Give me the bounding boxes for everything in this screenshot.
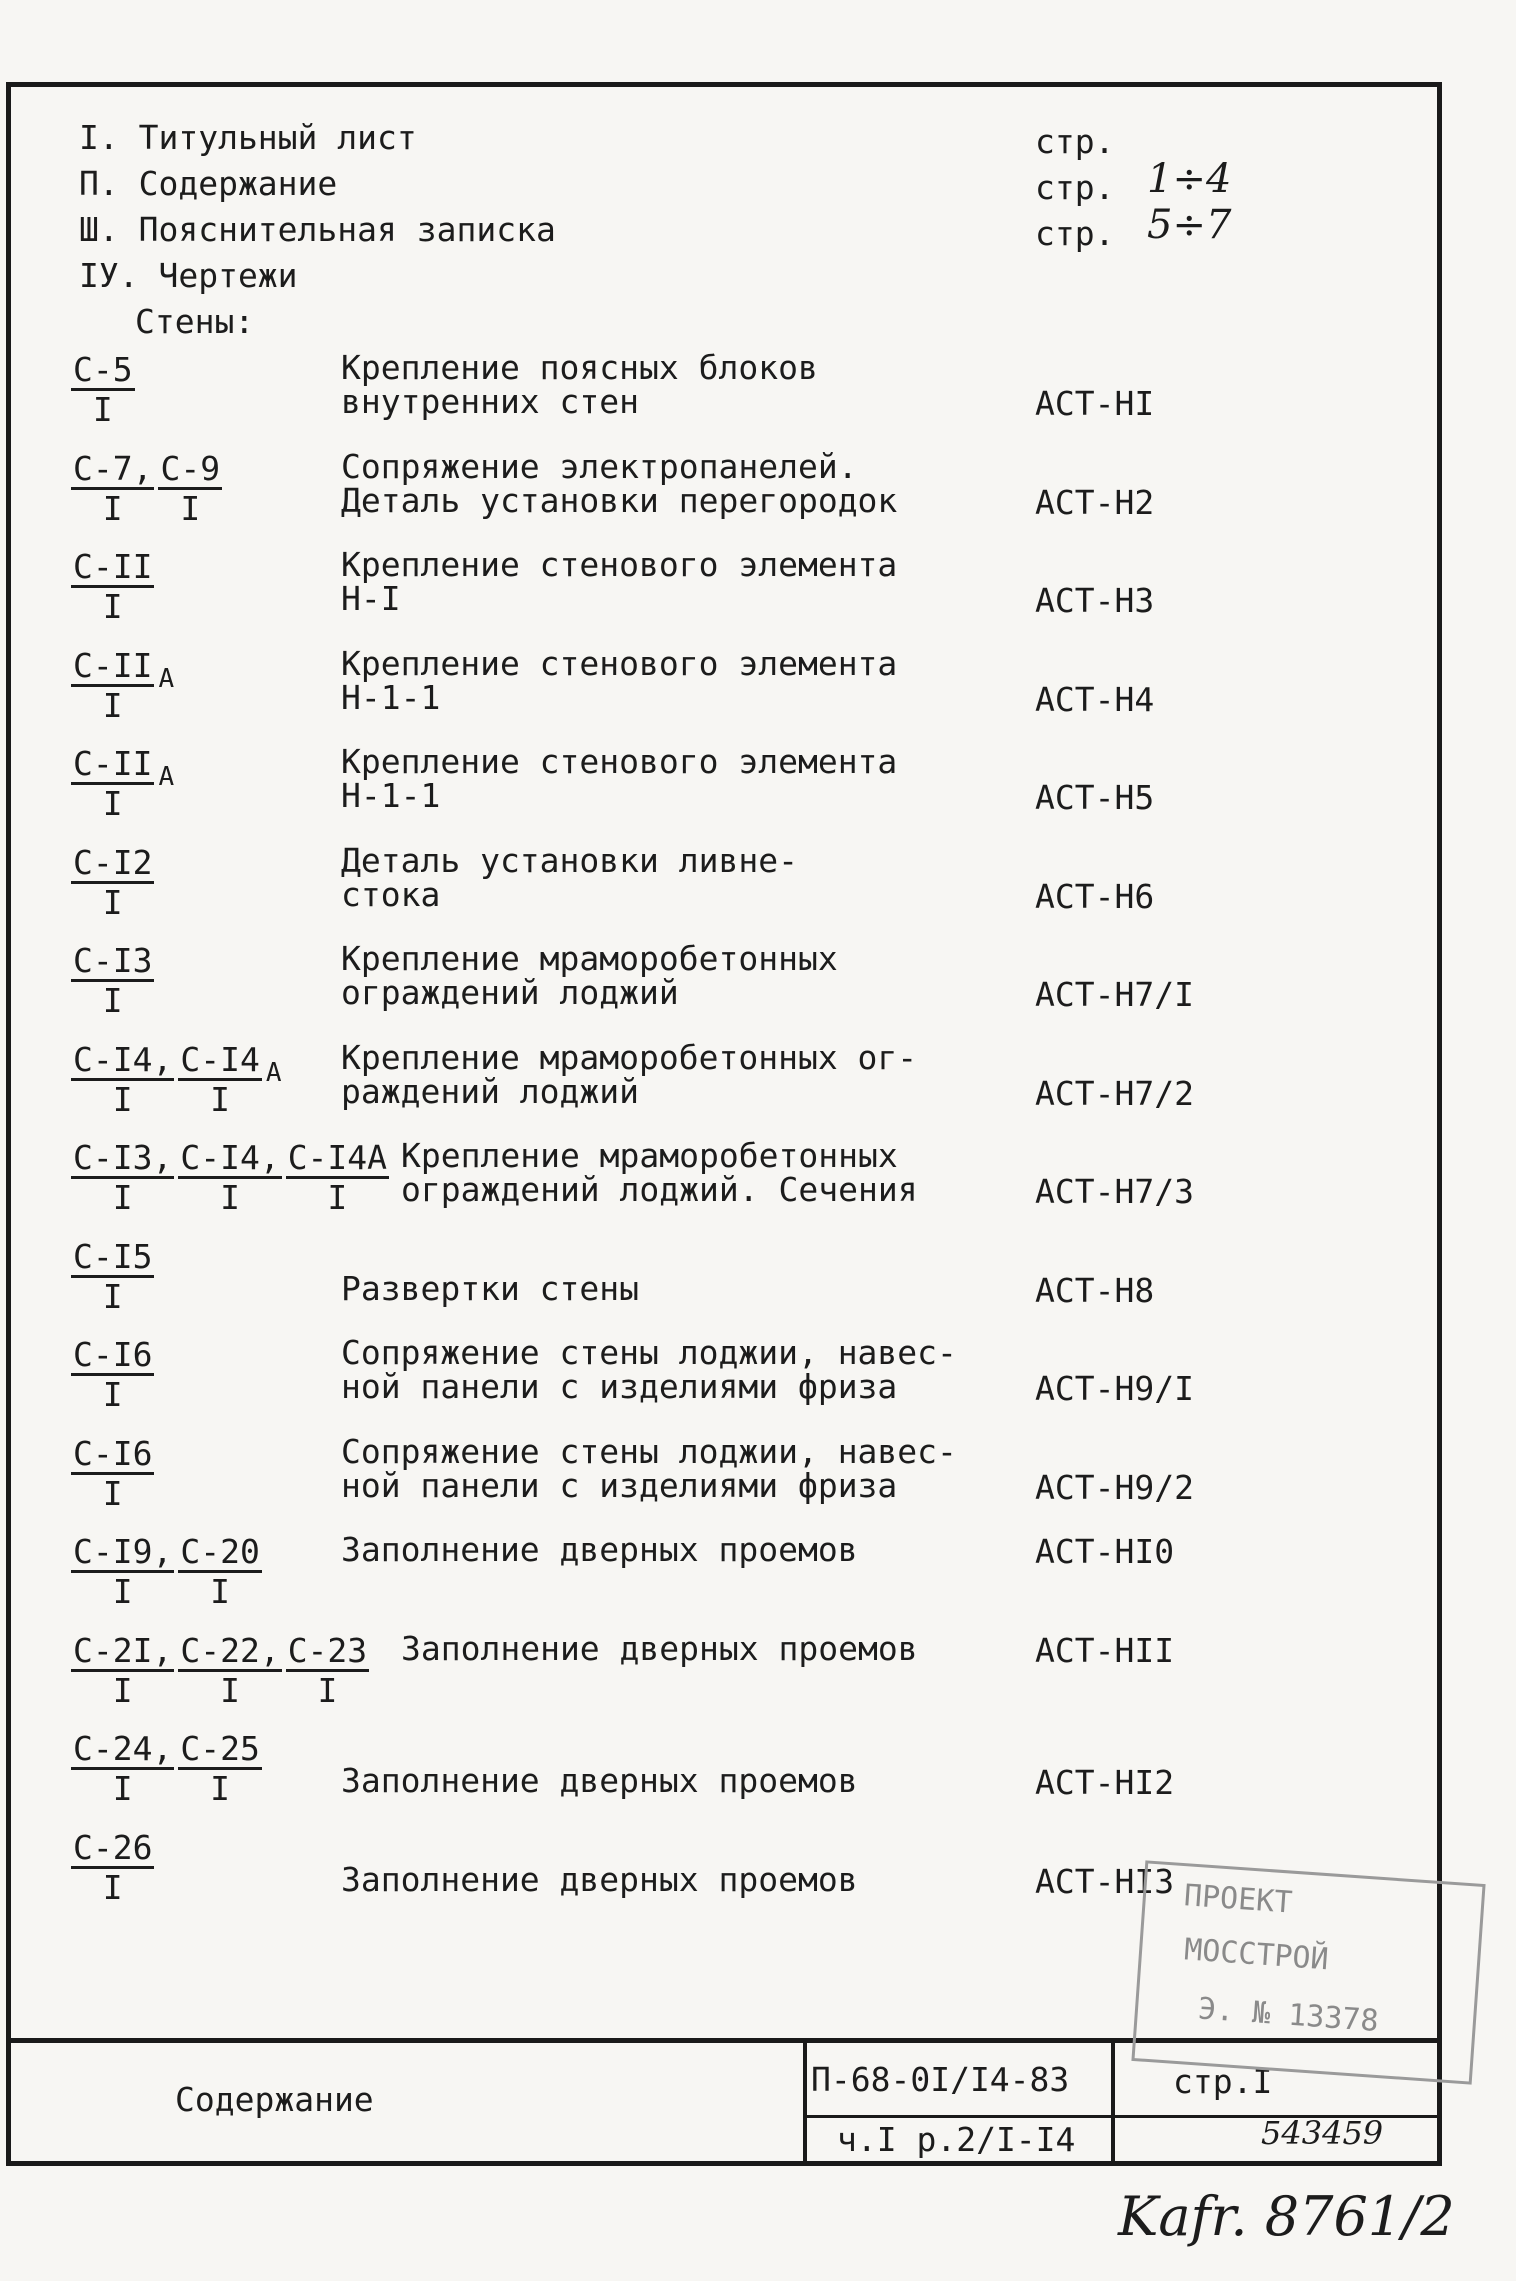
drawing-description [341, 939, 838, 1012]
drawing-code [71, 744, 175, 823]
drawing-code-fraction [178, 1729, 261, 1808]
description-line: Н-1-1 [341, 776, 441, 815]
code-numerator: С-I4 [180, 1040, 260, 1079]
description-line [341, 1730, 858, 1764]
drawing-sheet-number: АСТ-Н3 [1035, 581, 1155, 620]
drawing-code [71, 1335, 158, 1414]
drawing-description [401, 1136, 918, 1209]
drawing-description [341, 545, 898, 618]
description-line: ной панели с изделиями фриза [341, 1367, 898, 1406]
code-numerator: С-26 [73, 1828, 153, 1867]
document-sheet [6, 82, 1442, 2166]
toc-item-title: I. Титульный лист [79, 118, 417, 157]
drawing-code-fraction [178, 1138, 281, 1217]
title-block-inv-number: 543459 [1261, 2114, 1384, 2152]
drawing-code-fraction [178, 1631, 281, 1710]
drawing-sheet-number: АСТ-Н2 [1035, 483, 1155, 522]
drawing-sheet-number: АСТ-Н7/I [1035, 975, 1194, 1014]
description-line: Н-I [341, 579, 401, 618]
code-denominator: I [210, 1572, 231, 1611]
drawing-code-fraction [71, 1729, 174, 1808]
drawing-code [71, 646, 175, 725]
code-denominator: I [112, 1080, 133, 1119]
code-denominator: I [210, 1769, 231, 1808]
title-block-doc-number: П-68-0I/I4-83 [811, 2060, 1070, 2099]
drawing-code-fraction [71, 646, 154, 725]
description-line: Крепление стенового элемента [341, 742, 898, 781]
code-numerator: С-9 [160, 449, 221, 488]
code-denominator: I [220, 1178, 240, 1217]
drawing-code-fraction [71, 1040, 174, 1119]
drawing-code-fraction [71, 1434, 154, 1513]
drawing-code-fraction [71, 1532, 174, 1611]
drawing-code-fraction [286, 1631, 369, 1710]
drawing-sheet-number: АСТ-НI2 [1035, 1763, 1175, 1802]
code-numerator: С-II [73, 744, 153, 783]
code-denominator: I [102, 1868, 123, 1907]
description-line: Н-1-1 [341, 678, 441, 717]
toc-page-range: 1÷4 [1147, 156, 1232, 202]
code-denominator: I [102, 883, 123, 922]
description-line: Крепление мраморобетонных ог- [341, 1038, 918, 1077]
code-numerator: С-I6 [73, 1434, 153, 1473]
drawing-code-fraction [71, 843, 154, 922]
drawing-sheet-number: АСТ-Н7/2 [1035, 1074, 1194, 1113]
description-line: Крепление стенового элемента [341, 644, 898, 683]
toc-page-range: 5÷7 [1147, 202, 1232, 248]
drawing-code [71, 1434, 158, 1513]
code-denominator: I [112, 1769, 133, 1808]
code-numerator: С-24, [73, 1729, 173, 1768]
code-denominator: I [102, 587, 123, 626]
code-numerator: С-22, [180, 1631, 280, 1670]
description-line: ограждений лоджий [341, 973, 679, 1012]
drawing-code-fraction [71, 1237, 154, 1316]
code-denominator: I [327, 1178, 348, 1217]
drawing-description [401, 1629, 918, 1668]
drawing-code-fraction [158, 449, 222, 528]
drawing-code [71, 1631, 373, 1710]
description-line [341, 1829, 858, 1863]
description-line: Крепление поясных блоков [341, 348, 818, 387]
title-block-name: Содержание [175, 2080, 374, 2119]
code-denominator: I [102, 1277, 123, 1316]
description-line: Заполнение дверных проемов [341, 1530, 858, 1569]
description-line: внутренних стен [341, 382, 640, 421]
description-line: Крепление мраморобетонных [341, 939, 838, 978]
code-denominator: I [112, 1178, 133, 1217]
drawing-code [71, 449, 226, 528]
drawing-code [71, 547, 158, 626]
title-block-page: стр.I [1173, 2062, 1273, 2101]
code-denominator: I [102, 489, 123, 528]
drawing-code-fraction [286, 1138, 389, 1217]
description-line: ной панели с изделиями фриза [341, 1466, 898, 1505]
drawing-description [341, 348, 818, 421]
drawing-description [341, 1432, 957, 1505]
title-block-divider [1111, 2043, 1115, 2161]
drawing-code-fraction [178, 1532, 261, 1611]
code-denominator: I [102, 686, 123, 725]
description-line: Крепление мраморобетонных [401, 1136, 898, 1175]
code-denominator: I [220, 1671, 240, 1710]
code-denominator: I [102, 1375, 123, 1414]
code-numerator: С-I3, [73, 1138, 173, 1177]
drawing-sheet-number: АСТ-Н8 [1035, 1271, 1155, 1310]
drawing-code-fraction [71, 941, 154, 1020]
code-numerator: С-20 [180, 1532, 260, 1571]
drawing-sheet-number: АСТ-Н4 [1035, 680, 1155, 719]
drawing-description [341, 644, 898, 717]
drawing-sheet-number: АСТ-Н9/I [1035, 1369, 1194, 1408]
drawing-code [71, 941, 158, 1020]
drawing-code-fraction [71, 1631, 174, 1710]
drawing-description [341, 841, 798, 914]
code-numerator: С-I9, [73, 1532, 173, 1571]
drawing-description [341, 1829, 858, 1897]
drawing-code-fraction [71, 1138, 174, 1217]
drawing-code-fraction [71, 1335, 154, 1414]
drawing-code [71, 1828, 158, 1907]
drawing-code-fraction [71, 1828, 154, 1907]
code-denominator: I [180, 489, 201, 528]
drawing-code [71, 1237, 158, 1316]
code-denominator: I [112, 1671, 133, 1710]
description-line [341, 1238, 639, 1272]
drawing-sheet-number: АСТ-Н7/3 [1035, 1172, 1194, 1211]
drawing-description [341, 1730, 858, 1798]
description-line: Сопряжение стены лоджии, навес- [341, 1333, 957, 1372]
drawing-description [341, 1038, 918, 1111]
code-denominator: I [317, 1671, 338, 1710]
code-denominator: I [112, 1572, 133, 1611]
description-line: Заполнение дверных проемов [341, 1860, 858, 1899]
code-numerator: С-23 [287, 1631, 368, 1670]
code-numerator: С-I5 [73, 1237, 153, 1276]
code-denominator: I [210, 1080, 231, 1119]
drawing-description [341, 1238, 639, 1306]
drawing-code-fraction [71, 744, 154, 823]
code-denominator: I [102, 1474, 123, 1513]
description-line: Крепление стенового элемента [341, 545, 898, 584]
code-denominator: I [102, 981, 123, 1020]
description-line: Деталь установки ливне- [341, 841, 798, 880]
toc-page-prefix: стр. [1035, 214, 1115, 253]
description-line: Заполнение дверных проемов [401, 1629, 918, 1668]
drawing-sheet-number: АСТ-Н5 [1035, 778, 1155, 817]
drawing-code-fraction [71, 449, 154, 528]
code-numerator: С-I2 [73, 843, 153, 882]
drawing-code [71, 1138, 393, 1217]
stamp-line: МОССТРОЙ [1183, 1932, 1330, 1978]
code-numerator: С-I3 [73, 941, 153, 980]
code-numerator: С-I4, [73, 1040, 173, 1079]
code-numerator: С-II [73, 547, 153, 586]
drawing-description [341, 742, 898, 815]
drawing-code-fraction [71, 547, 154, 626]
drawing-code-fraction [71, 350, 135, 429]
description-line: Развертки стены [341, 1269, 640, 1308]
stamp-line: ПРОЕКТ [1182, 1878, 1294, 1921]
code-denominator: I [92, 390, 113, 429]
drawing-sheet-number: АСТ-НI3 [1035, 1862, 1175, 1901]
drawing-code [71, 1040, 282, 1119]
drawing-sheet-number: АСТ-Н9/2 [1035, 1468, 1194, 1507]
handwritten-note: Kafr. 8761/2 [1118, 2185, 1455, 2248]
description-line: Сопряжение электропанелей. [341, 447, 858, 486]
drawing-code [71, 1532, 266, 1611]
toc-page-prefix: стр. [1035, 122, 1115, 161]
code-numerator: С-2I, [73, 1631, 173, 1670]
description-line: Заполнение дверных проемов [341, 1761, 858, 1800]
drawing-description [341, 447, 898, 520]
code-numerator: С-I4, [180, 1138, 280, 1177]
drawing-sheet-number: АСТ-НI [1035, 384, 1155, 423]
title-block-divider [803, 2043, 807, 2161]
stamp-line: Э. № 13378 [1196, 1991, 1380, 2039]
drawing-description [341, 1333, 957, 1406]
drawing-sheet-number: АСТ-НI0 [1035, 1532, 1175, 1571]
drawing-code [71, 843, 158, 922]
drawing-code-fraction [178, 1040, 261, 1119]
code-numerator: С-25 [180, 1729, 260, 1768]
code-numerator: С-II [73, 646, 153, 685]
toc-item-explanatory-note: Ш. Пояснительная записка [79, 210, 556, 249]
archive-stamp [1131, 1860, 1485, 2084]
drawing-sheet-number: АСТ-Н6 [1035, 877, 1155, 916]
code-denominator: I [102, 784, 123, 823]
description-line: Сопряжение стены лоджии, навес- [341, 1432, 957, 1471]
code-numerator: С-5 [73, 350, 133, 389]
code-suffix: А [158, 762, 175, 792]
description-line: Деталь установки перегородок [341, 481, 898, 520]
description-line: ограждений лоджий. Сечения [401, 1170, 918, 1209]
description-line: раждений лоджий [341, 1072, 640, 1111]
code-suffix: А [158, 664, 175, 694]
toc-item-drawings: IУ. Чертежи [79, 256, 298, 295]
walls-heading: Стены: [135, 302, 255, 341]
toc-item-contents: П. Содержание [79, 164, 338, 203]
title-block-part: ч.I р.2/I-I4 [837, 2120, 1076, 2159]
drawing-code [71, 350, 139, 429]
drawing-code [71, 1729, 266, 1808]
toc-page-prefix: стр. [1035, 168, 1115, 207]
code-numerator: С-7, [73, 449, 153, 488]
code-suffix: А [265, 1058, 282, 1088]
drawing-description [341, 1530, 858, 1569]
drawing-sheet-number: АСТ-НII [1035, 1631, 1175, 1670]
code-numerator: С-I4А [287, 1138, 388, 1177]
description-line: стока [341, 875, 441, 914]
code-numerator: С-I6 [73, 1335, 153, 1374]
